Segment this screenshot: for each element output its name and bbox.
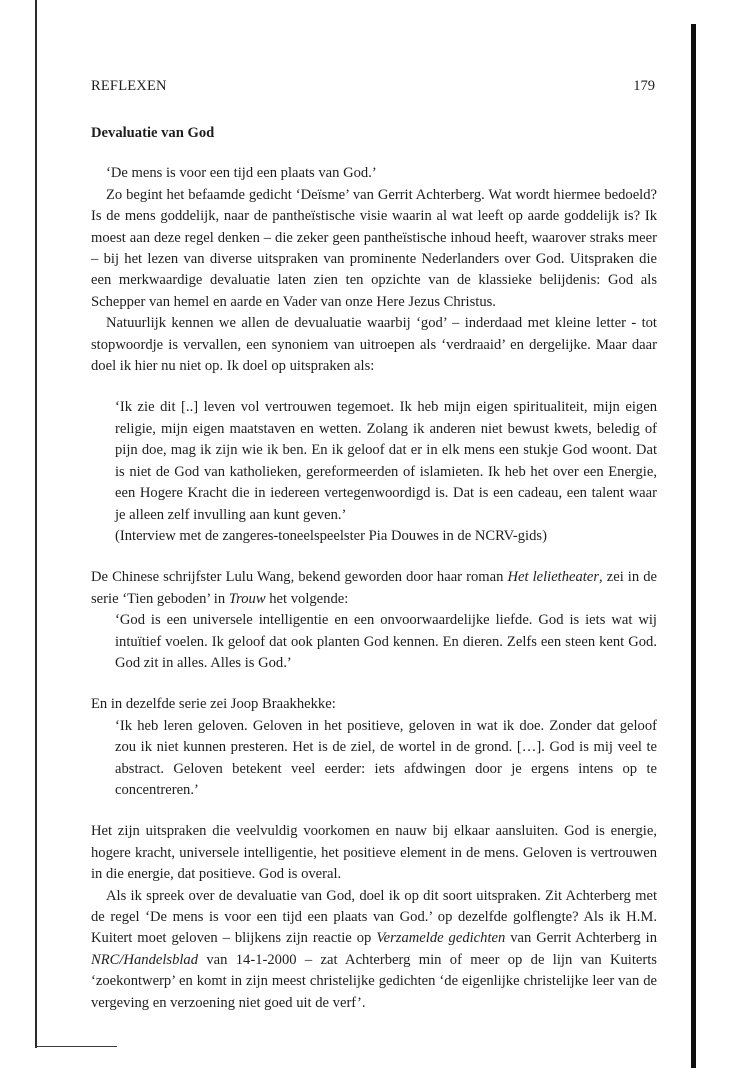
paragraph-braakhekke: En in dezelfde serie zei Joop Braakhekke:	[91, 696, 336, 713]
opening-line: ‘De mens is voor een tijd een plaats van God.’	[106, 165, 377, 182]
paragraph-intro: Zo begint het befaamde gedicht ‘Deïsme’ van Gerrit Achterberg. Wat wordt hiermee bedoeld? Is de mens goddelijk, naar de pantheïstische visie waarin al wat leeft op aarde goddelijk is? Ik moest aan deze regel denken – die zeker geen pantheïstische inhoud heeft, waarover straks meer – bij het lezen van diverse uitspraken van prominente Nederlanders over God. Uitspraken die een merkwaardige devaluatie laten zien ten opzichte van de klassieke belijdenis: God als Schepper van hemel en aarde en Vader van onze Here Jezus Christus.	[91, 186, 657, 310]
article-title: Devaluatie van God	[91, 125, 215, 141]
paragraph-achterberg: Als ik spreek over de devaluatie van God, doel ik op dit soort uitspraken. Zit Achterberg met de regel ‘De mens is voor een tijd een plaats van God.’ op dezelfde golflengte? Als ik H.M. Kuitert moet geloven – blijkens zijn reactie op Verzamelde gedichten van Gerrit Achterberg in NRC/Handelsblad van 14-1-2000 – zat Achterberg min of meer op de lijn van Kuiterts ‘zoekontwerp’ en komt in zijn meest christelijke gedichten ‘de eigenlijke christelijke leer van de vergeving en verzoening niet goed uit de verf’.	[91, 887, 657, 1011]
newspaper-nrc: NRC/Handelsblad	[91, 951, 199, 968]
book-title-verzamelde: Verzamelde gedichten	[376, 930, 506, 947]
article-body	[91, 123, 657, 1014]
running-title: REFLEXEN	[91, 78, 167, 94]
quote-pia-douwes: ‘Ik zie dit [..] leven vol vertrouwen tegemoet. Ik heb mijn eigen spiritualiteit, mijn eigen religie, mijn eigen maatstaven en wetten. Zolang ik anderen niet bewust kwets, beledig of pijn doe, mag ik zijn wie ik ben. En ik geloof dat er in elk mens een stukje God woont. Dat is niet de God van katholieken, gereformeerden of islamieten. Ik heb het over een Energie, een Hogere Kracht die in iedereen vertegenwoordigd is. Dat is een cadeau, een talent waar je alleen zelf invulling aan kunt geven.’	[115, 399, 657, 523]
page-number: 179	[633, 78, 655, 94]
paragraph-devaluation: Natuurlijk kennen we allen de devualuatie waarbij ‘god’ – inderdaad met kleine letter - tot stopwoordje is vervallen, een synoniem van uitroepen als ‘verdraaid’ en dergelijke. Maar daar doel ik hier nu niet op. Ik doel op uitspraken als:	[91, 315, 657, 375]
page-left-border	[35, 0, 37, 1048]
newspaper-title: Trouw	[228, 590, 266, 607]
footer-rule	[35, 1046, 117, 1047]
quote-braakhekke: ‘Ik heb leren geloven. Geloven in het positieve, geloven in wat ik doe. Zonder dat geloof zou ik niet kunnen presteren. Het is de ziel, de wortel in de grond. […]. God is mij veel te abstract. Geloven betekent veel eerder: iets afdwingen door je ergens intens op te concentreren.’	[115, 717, 657, 798]
quote-source: (Interview met de zangeres-toneelspeelster Pia Douwes in de NCRV-gids)	[115, 527, 547, 544]
quote-lulu-wang: ‘God is een universele intelligentie en een onvoorwaardelijke liefde. God is iets wat wij intuïtief voelen. Ik geloof dat ook planten God kennen. En dieren. Zelfs een steen kent God. God zit in alles. Alles is God.’	[115, 612, 657, 671]
paragraph-summary: Het zijn uitspraken die veelvuldig voorkomen en nauw bij elkaar aansluiten. God is energie, hogere kracht, universele intelligentie, het positieve element in de mens. Geloven is vertrouwen in die energie, dat positieve. God is overal.	[91, 823, 657, 883]
paragraph-lulu-wang: De Chinese schrijfster Lulu Wang, bekend geworden door haar roman Het lelietheater, zei in de serie ‘Tien geboden’ in Trouw het volgende:	[91, 569, 657, 607]
book-title: Het lelietheater	[507, 569, 600, 586]
page-binding-edge	[691, 24, 696, 1068]
